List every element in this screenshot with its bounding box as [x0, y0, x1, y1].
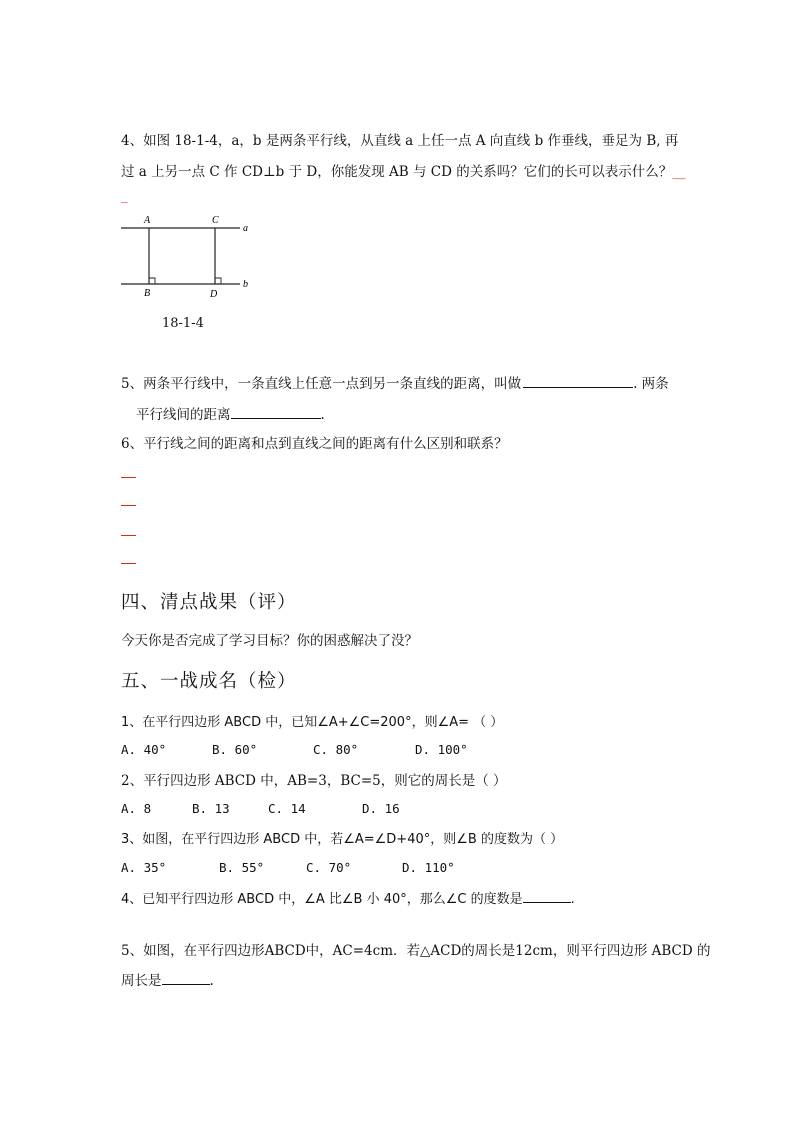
s5-q1-option-c[interactable]: C. 80°: [313, 742, 359, 757]
q4-line2: 过 a 上另一点 C 作 CD⊥b 于 D，你能发现 AB 与 CD 的关系吗？它们的长可以表示什么？: [121, 164, 673, 180]
s5-q5-line2-end: .: [209, 973, 214, 989]
s5-q2-option-c[interactable]: C. 14: [268, 801, 306, 816]
s5-q2-text: 2、平行四边形 ABCD 中，AB=3，BC=5，则它的周长是（ ）: [121, 773, 507, 789]
label-b-point: B: [144, 288, 151, 299]
q6-text: 6、平行线之间的距离和点到直线之间的距离有什么区别和联系？: [121, 436, 508, 452]
q6-answer-line-3[interactable]: [121, 535, 136, 536]
s5-q5-blank[interactable]: [162, 970, 210, 985]
s5-q3-option-d[interactable]: D. 110°: [402, 860, 455, 875]
s5-q2-option-d[interactable]: D. 16: [362, 801, 400, 816]
q4-answer-mark: __: [672, 164, 686, 180]
label-line-b: b: [243, 279, 248, 290]
q5-line2-text: 平行线间的距离: [136, 407, 231, 423]
s5-q4-text: 4、已知平行四边形 ABCD 中，∠A 比∠B 小 40°，那么∠C 的度数是: [121, 892, 523, 907]
s5-q1-text: 1、在平行四边形 ABCD 中，已知∠A+∠C=200°，则∠A= （ ）: [121, 715, 504, 730]
s5-q4-end: .: [570, 892, 575, 907]
s5-q3-option-c[interactable]: C. 70°: [306, 860, 352, 875]
q6-answer-line-2[interactable]: [121, 505, 136, 506]
section5-title: 五、一战成名（检）: [121, 671, 297, 692]
s5-q1-option-b[interactable]: B. 60°: [212, 742, 258, 757]
q4-line2-row: [121, 160, 686, 180]
s5-q1-option-d[interactable]: D. 100°: [415, 742, 468, 757]
q5-line2: [136, 403, 325, 423]
q6-answer-line-4[interactable]: [121, 563, 136, 564]
right-angle-mark-b: [149, 278, 155, 284]
q4-line1: 4、如图 18-1-4，a，b 是两条平行线，从直线 a 上任一点 A 向直线 b 作垂线，垂足为 B, 再: [121, 133, 679, 149]
section4-body: 今天你是否完成了学习目标？你的困惑解决了没？: [121, 633, 418, 649]
figure-caption: 18-1-4: [162, 316, 204, 331]
s5-q3-option-b[interactable]: B. 55°: [219, 860, 265, 875]
q6-answer-line-1[interactable]: [121, 477, 136, 478]
label-d-point: D: [210, 289, 218, 300]
s5-q1-option-a[interactable]: A. 40°: [121, 742, 167, 757]
s5-q3-text: 3、如图，在平行四边形 ABCD 中，若∠A=∠D+40°，则∠B 的度数为（ ）: [121, 832, 564, 847]
q5-line1: [121, 372, 669, 392]
s5-q3-option-a[interactable]: A. 35°: [121, 860, 167, 875]
s5-q2-option-a[interactable]: A. 8: [121, 801, 152, 816]
q5-line2-end: .: [320, 407, 325, 423]
s5-q5-line1: 5、如图，在平行四边形ABCD中，AC=4cm．若△ACD的周长是12cm，则平行四边形 ABCD 的: [121, 943, 711, 959]
q5-line1-text: 5、两条平行线中，一条直线上任意一点到另一条直线的距离，叫做: [121, 376, 522, 392]
q5-blank-2[interactable]: [231, 404, 321, 419]
q5-blank-1[interactable]: [523, 373, 633, 388]
q5-line1-end: . 两条: [633, 376, 669, 392]
s5-q2-option-b[interactable]: B. 13: [192, 801, 230, 816]
label-line-a: a: [243, 223, 248, 234]
label-a-point: A: [144, 215, 151, 226]
right-angle-mark-d: [215, 278, 221, 284]
parallel-lines-figure: [118, 212, 258, 302]
section4-title: 四、清点战果（评）: [121, 592, 297, 613]
s5-q5-line2-text: 周长是: [121, 973, 162, 989]
s5-q5-line2: [121, 969, 214, 989]
s5-q4: [121, 888, 575, 907]
q4-answer-mark-2: _: [121, 188, 128, 204]
label-c-point: C: [212, 215, 219, 226]
s5-q4-blank[interactable]: [523, 888, 571, 903]
